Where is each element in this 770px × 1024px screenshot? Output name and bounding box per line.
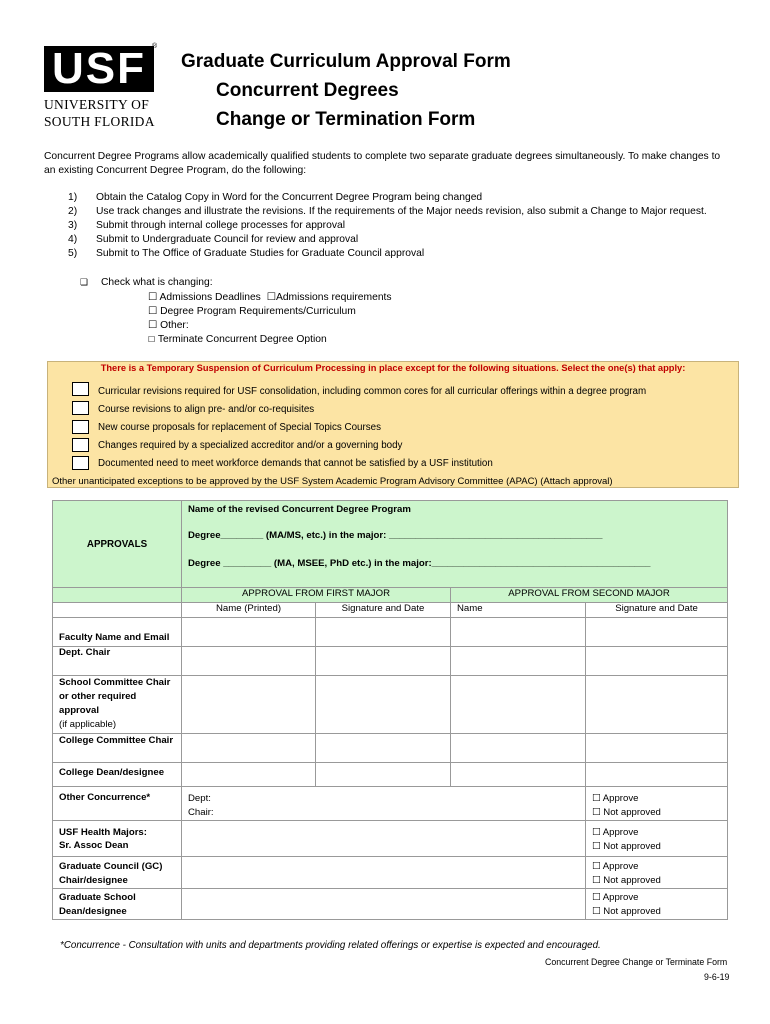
footer-date: 9-6-19	[704, 972, 730, 982]
row-label-usf-health: USF Health Majors: Sr. Assoc Dean	[53, 821, 182, 857]
table-row	[53, 889, 728, 920]
suspension-item: Documented need to meet workforce demands that cannot be satisfied by a USF institution	[98, 458, 493, 469]
row-label-college-committee: College Committee Chair	[53, 734, 182, 763]
col-name-printed: Name (Printed)	[182, 603, 316, 618]
suspension-item: New course proposals for replacement of Special Topics Courses	[98, 422, 381, 433]
checkbox-admissions-requirements[interactable]: ☐	[266, 292, 276, 303]
signature-cell[interactable]	[451, 618, 586, 647]
suspension-checkbox[interactable]	[72, 382, 89, 396]
signature-cell[interactable]	[182, 618, 316, 647]
program-name-label: Name of the revised Concurrent Degree Program	[188, 504, 411, 515]
checkbox-terminate[interactable]: ☐	[148, 335, 156, 344]
degree-second-major-field[interactable]: Degree _________ (MA, MSEE, PhD etc.) in the major:_________________________________________	[188, 558, 651, 569]
check-what-changing: ❏ Check what is changing:	[80, 277, 213, 288]
checkbox-other[interactable]: ☐	[148, 320, 158, 331]
table-row	[53, 763, 728, 787]
form-subtitle: Concurrent Degrees	[216, 80, 399, 101]
approve-checkbox[interactable]: ☐ Approve	[592, 793, 639, 804]
concurrence-footnote: *Concurrence - Consultation with units and departments providing related offerings or expertise is expected and encouraged.	[60, 940, 601, 951]
not-approved-checkbox[interactable]: ☐ Not approved	[592, 906, 661, 917]
suspension-checkbox[interactable]	[72, 401, 89, 415]
suspension-item: Course revisions to align pre- and/or co-requisites	[98, 404, 315, 415]
row-label-school-committee: School Committee Chair or other required approval (if applicable)	[53, 676, 182, 734]
column-header-row	[53, 603, 728, 618]
signature-cell[interactable]	[316, 647, 451, 676]
signature-cell[interactable]	[316, 734, 451, 763]
second-major-header: APPROVAL FROM SECOND MAJOR	[451, 588, 728, 603]
approve-checkbox[interactable]: ☐ Approve	[592, 892, 639, 903]
suspension-item: Changes required by a specialized accreditor and/or a governing body	[98, 440, 403, 451]
signature-cell[interactable]	[451, 647, 586, 676]
suspension-heading: There is a Temporary Suspension of Curriculum Processing in place except for the following situations. Select the one(s) that apply:	[100, 363, 686, 373]
suspension-checkbox[interactable]	[72, 456, 89, 470]
table-row	[53, 618, 728, 647]
approval-choice[interactable]	[586, 787, 728, 821]
col-signature-2: Signature and Date	[586, 603, 728, 618]
not-approved-checkbox[interactable]: ☐ Not approved	[592, 841, 661, 852]
approve-checkbox[interactable]: ☐ Approve	[592, 861, 639, 872]
program-info-cell	[182, 501, 728, 588]
signature-cell[interactable]	[586, 647, 728, 676]
approvals-label: APPROVALS	[53, 501, 182, 588]
form-title: Graduate Curriculum Approval Form	[181, 51, 511, 72]
not-approved-checkbox[interactable]: ☐ Not approved	[592, 807, 661, 818]
table-row	[53, 734, 728, 763]
signature-cell[interactable]	[316, 676, 451, 734]
first-major-header: APPROVAL FROM FIRST MAJOR	[182, 588, 451, 603]
suspension-checkbox[interactable]	[72, 438, 89, 452]
not-approved-checkbox[interactable]: ☐ Not approved	[592, 875, 661, 886]
footer-form-name: Concurrent Degree Change or Terminate Form	[545, 957, 728, 967]
signature-cell[interactable]	[586, 734, 728, 763]
row-label-other-concurrence: Other Concurrence*	[53, 787, 182, 821]
signature-cell[interactable]	[586, 763, 728, 787]
signature-cell[interactable]	[451, 763, 586, 787]
usf-logo: USF	[44, 46, 154, 92]
table-row	[53, 857, 728, 889]
suspension-item: Curricular revisions required for USF consolidation, including common cores for all curricular offerings within a degree program	[98, 386, 647, 397]
signature-cell[interactable]	[182, 889, 586, 920]
registered-mark: ®	[152, 43, 158, 50]
signature-cell[interactable]	[316, 618, 451, 647]
signature-cell[interactable]	[451, 734, 586, 763]
signature-cell[interactable]	[182, 857, 586, 889]
suspension-checkbox[interactable]	[72, 420, 89, 434]
option-admissions: ☐ Admissions Deadlines ☐Admissions requirements	[148, 292, 392, 303]
form-subtitle-2: Change or Termination Form	[216, 109, 476, 130]
signature-cell[interactable]	[586, 618, 728, 647]
approve-checkbox[interactable]: ☐ Approve	[592, 827, 639, 838]
option-other: ☐ Other:	[148, 320, 189, 331]
row-label-dept-chair: Dept. Chair	[53, 647, 182, 676]
table-row	[53, 821, 728, 857]
row-label-graduate-council: Graduate Council (GC) Chair/designee	[53, 857, 182, 889]
concurrence-dept-chair-cell[interactable]: Dept: Chair:	[182, 787, 586, 821]
program-header-row	[53, 501, 728, 588]
signature-cell[interactable]	[182, 676, 316, 734]
approval-choice[interactable]	[586, 857, 728, 889]
checkbox-admissions-deadlines[interactable]: ☐	[148, 292, 158, 303]
logo-university-line: UNIVERSITY OF	[44, 97, 150, 112]
signature-cell[interactable]	[451, 676, 586, 734]
signature-cell[interactable]	[182, 821, 586, 857]
signature-cell[interactable]	[182, 734, 316, 763]
approval-choice[interactable]	[586, 889, 728, 920]
signature-cell[interactable]	[586, 676, 728, 734]
col-name: Name	[451, 603, 586, 618]
table-row	[53, 787, 728, 821]
checkbox-degree-program[interactable]: ☐	[148, 306, 158, 317]
logo-south-florida-line: SOUTH FLORIDA	[44, 114, 155, 129]
degree-first-major-field[interactable]: Degree________ (MA/MS, etc.) in the major: ________________________________________	[188, 530, 603, 541]
signature-cell[interactable]	[316, 763, 451, 787]
option-degree-program: ☐ Degree Program Requirements/Curriculum	[148, 306, 356, 317]
option-terminate: ☐ Terminate Concurrent Degree Option	[148, 334, 327, 345]
intro-paragraph: Concurrent Degree Programs allow academically qualified students to complete two separate graduate degrees simultaneously. To make changes to an existing Concurrent Degree Program, do the following:	[44, 151, 721, 176]
major-header-row	[53, 588, 728, 603]
table-row	[53, 676, 728, 734]
approvals-table	[52, 500, 728, 920]
row-label-graduate-school: Graduate School Dean/designee	[53, 889, 182, 920]
signature-cell[interactable]	[182, 647, 316, 676]
approval-choice[interactable]	[586, 821, 728, 857]
row-label-faculty: Faculty Name and Email	[53, 618, 182, 647]
bullet-checkbox-icon[interactable]: ❏	[80, 277, 89, 287]
table-row	[53, 647, 728, 676]
signature-cell[interactable]	[182, 763, 316, 787]
suspension-other: Other unanticipated exceptions to be approved by the USF System Academic Program Advisory Committee (APAC) (Attach approval)	[52, 476, 613, 487]
row-label-college-dean: College Dean/designee	[53, 763, 182, 787]
col-signature: Signature and Date	[316, 603, 451, 618]
